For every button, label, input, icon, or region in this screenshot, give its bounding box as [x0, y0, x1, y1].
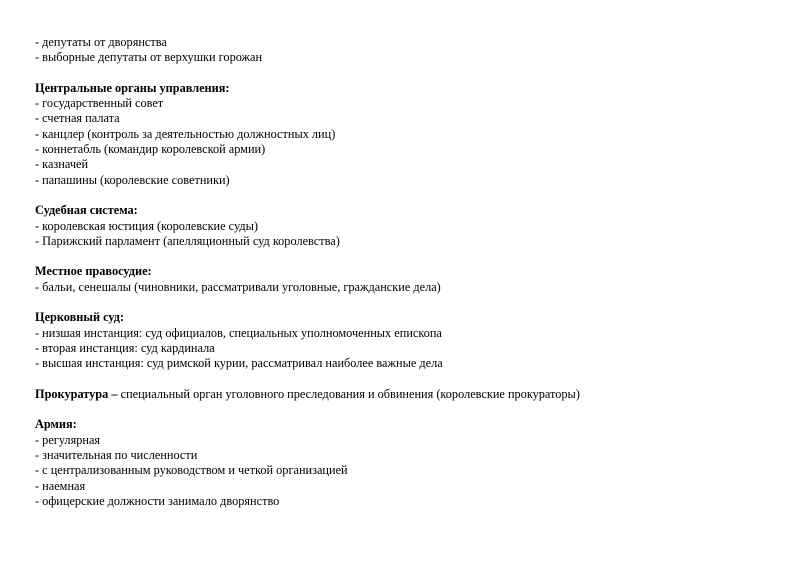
- list-item: - регулярная: [35, 432, 101, 447]
- section-heading-judicial-system: Судебная система:: [35, 203, 138, 218]
- paragraph-gap: [35, 402, 775, 417]
- list-item: - бальи, сенешалы (чиновники, рассматривали уголовные, гражданские дела): [35, 279, 441, 294]
- list-item: - депутаты от дворянства: [35, 35, 167, 49]
- list-item: - папашины (королевские советники): [35, 172, 230, 187]
- section-heading-central-organs: Центральные органы управления:: [35, 80, 230, 95]
- section-heading-church-court: Церковный суд:: [35, 310, 125, 325]
- list-item: - высшая инстанция: суд римской курии, рассматривал наиболее важные дела: [35, 356, 443, 371]
- prosecution-definition: специальный орган уголовного преследования и обвинения (королевские прокураторы): [117, 386, 580, 401]
- prosecution-term: Прокуратура –: [35, 386, 118, 401]
- paragraph-gap: [35, 295, 775, 310]
- list-item: - коннетабль (командир королевской армии): [35, 142, 266, 157]
- list-item: - значительная по численности: [35, 448, 198, 463]
- list-item: - с централизованным руководством и четкой организацией: [35, 463, 348, 478]
- prosecution-paragraph: [35, 387, 775, 402]
- paragraph-gap: [35, 66, 775, 81]
- list-item: - Парижский парламент (апелляционный суд королевства): [35, 233, 340, 248]
- list-item: - казначей: [35, 157, 89, 172]
- section-heading-local-justice: Местное правосудие:: [35, 264, 152, 279]
- list-item: - наемная: [35, 478, 86, 493]
- list-item: - канцлер (контроль за деятельностью должностных лиц): [35, 126, 336, 141]
- list-item: - королевская юстиция (королевские суды): [35, 218, 258, 233]
- section-heading-army: Армия:: [35, 417, 77, 432]
- list-item: - офицерские должности занимало дворянство: [35, 493, 280, 508]
- list-item: - низшая инстанция: суд официалов, специальных уполномоченных епископа: [35, 325, 442, 340]
- paragraph-gap: [35, 372, 775, 387]
- paragraph-gap: [35, 188, 775, 203]
- list-item: - счетная палата: [35, 111, 120, 126]
- list-item: - выборные депутаты от верхушки горожан: [35, 50, 263, 65]
- document-body: [35, 35, 775, 509]
- list-item: - государственный совет: [35, 96, 164, 111]
- list-item: - вторая инстанция: суд кардинала: [35, 340, 215, 355]
- paragraph-gap: [35, 249, 775, 264]
